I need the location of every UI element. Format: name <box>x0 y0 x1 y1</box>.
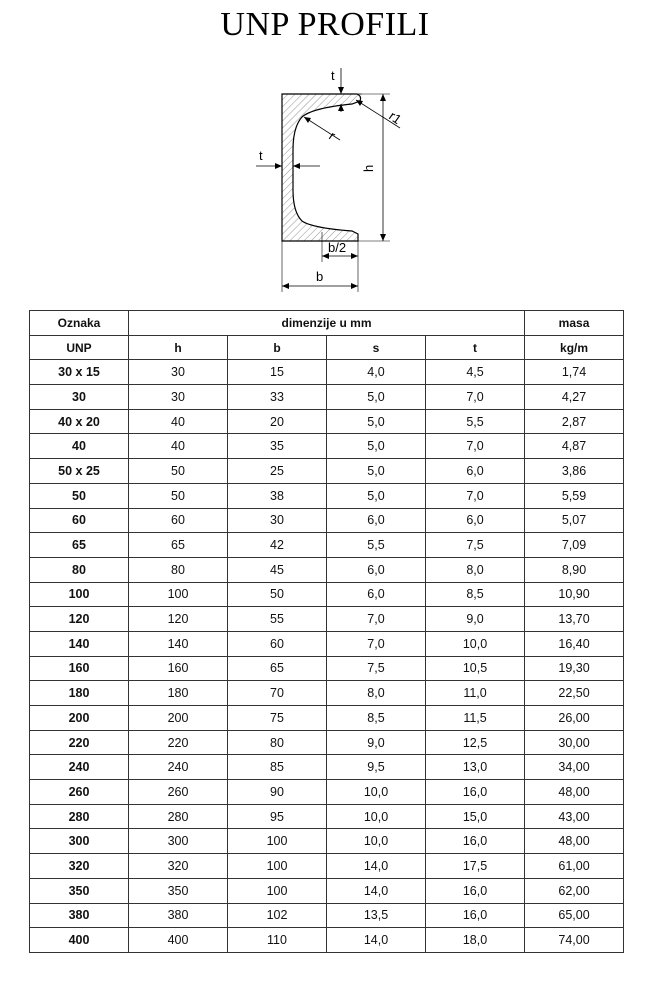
cell-s: 5,0 <box>327 409 426 434</box>
cell-t: 16,0 <box>426 878 525 903</box>
page-title: UNP PROFILI <box>220 6 430 43</box>
cell-s: 5,5 <box>327 533 426 558</box>
header-b: b <box>228 335 327 360</box>
table-row <box>30 434 624 459</box>
table-row <box>30 804 624 829</box>
cell-s: 8,0 <box>327 681 426 706</box>
unp-profile-table <box>29 310 624 953</box>
cell-h: 240 <box>129 755 228 780</box>
table-row <box>30 360 624 385</box>
cell-t: 13,0 <box>426 755 525 780</box>
cell-s: 7,0 <box>327 607 426 632</box>
cell-b: 80 <box>228 730 327 755</box>
header-h: h <box>129 335 228 360</box>
cell-designation: 160 <box>30 656 129 681</box>
cell-t: 10,0 <box>426 631 525 656</box>
cell-b: 65 <box>228 656 327 681</box>
cell-designation: 65 <box>30 533 129 558</box>
cell-b: 110 <box>228 928 327 953</box>
table-subheader-row <box>30 335 624 360</box>
table-row <box>30 829 624 854</box>
cell-mass: 13,70 <box>525 607 624 632</box>
cell-h: 320 <box>129 854 228 879</box>
cell-b: 50 <box>228 582 327 607</box>
table-row <box>30 582 624 607</box>
cell-mass: 4,27 <box>525 385 624 410</box>
cell-h: 300 <box>129 829 228 854</box>
cell-mass: 22,50 <box>525 681 624 706</box>
cell-mass: 4,87 <box>525 434 624 459</box>
cell-mass: 62,00 <box>525 878 624 903</box>
cell-h: 200 <box>129 706 228 731</box>
cell-h: 140 <box>129 631 228 656</box>
cell-s: 7,5 <box>327 656 426 681</box>
cell-h: 180 <box>129 681 228 706</box>
table-row <box>30 631 624 656</box>
cell-h: 50 <box>129 459 228 484</box>
cell-mass: 30,00 <box>525 730 624 755</box>
cell-b: 25 <box>228 459 327 484</box>
cell-designation: 50 <box>30 483 129 508</box>
cell-t: 18,0 <box>426 928 525 953</box>
table-row <box>30 459 624 484</box>
cell-h: 350 <box>129 878 228 903</box>
label-t-top: t <box>331 68 335 83</box>
cell-mass: 3,86 <box>525 459 624 484</box>
table-row <box>30 928 624 953</box>
cell-b: 100 <box>228 854 327 879</box>
cell-t: 4,5 <box>426 360 525 385</box>
cell-b: 38 <box>228 483 327 508</box>
cell-b: 90 <box>228 780 327 805</box>
cell-b: 30 <box>228 508 327 533</box>
cell-designation: 300 <box>30 829 129 854</box>
cell-designation: 280 <box>30 804 129 829</box>
table-row <box>30 706 624 731</box>
header-unit: kg/m <box>525 335 624 360</box>
cell-s: 10,0 <box>327 804 426 829</box>
cell-designation: 50 x 25 <box>30 459 129 484</box>
header-t: t <box>426 335 525 360</box>
cell-b: 102 <box>228 903 327 928</box>
table-row <box>30 557 624 582</box>
cell-mass: 19,30 <box>525 656 624 681</box>
cell-mass: 5,07 <box>525 508 624 533</box>
cell-b: 100 <box>228 878 327 903</box>
cell-s: 8,5 <box>327 706 426 731</box>
header-unp: UNP <box>30 335 129 360</box>
cell-b: 35 <box>228 434 327 459</box>
cell-mass: 48,00 <box>525 780 624 805</box>
label-h: h <box>361 164 376 172</box>
cell-designation: 350 <box>30 878 129 903</box>
header-oznaka: Oznaka <box>30 311 129 336</box>
table-row <box>30 409 624 434</box>
cell-s: 10,0 <box>327 780 426 805</box>
cell-mass: 74,00 <box>525 928 624 953</box>
cell-t: 5,5 <box>426 409 525 434</box>
cell-h: 400 <box>129 928 228 953</box>
cell-h: 280 <box>129 804 228 829</box>
cell-s: 5,0 <box>327 434 426 459</box>
cell-h: 40 <box>129 434 228 459</box>
cell-designation: 30 x 15 <box>30 360 129 385</box>
cell-designation: 260 <box>30 780 129 805</box>
cell-s: 5,0 <box>327 459 426 484</box>
header-dimenzije: dimenzije u mm <box>129 311 525 336</box>
cell-designation: 30 <box>30 385 129 410</box>
cell-s: 14,0 <box>327 928 426 953</box>
cell-s: 9,5 <box>327 755 426 780</box>
table-row <box>30 780 624 805</box>
cell-s: 4,0 <box>327 360 426 385</box>
cell-b: 42 <box>228 533 327 558</box>
cell-designation: 180 <box>30 681 129 706</box>
cell-t: 8,5 <box>426 582 525 607</box>
cell-h: 100 <box>129 582 228 607</box>
label-r1: r1 <box>386 108 405 128</box>
cell-mass: 34,00 <box>525 755 624 780</box>
label-t-web: t <box>259 148 263 163</box>
cell-h: 120 <box>129 607 228 632</box>
label-b-half: b/2 <box>328 240 347 255</box>
profile-drawing <box>0 60 650 300</box>
cell-designation: 40 x 20 <box>30 409 129 434</box>
cell-t: 16,0 <box>426 829 525 854</box>
cell-t: 12,5 <box>426 730 525 755</box>
cell-b: 85 <box>228 755 327 780</box>
cell-mass: 1,74 <box>525 360 624 385</box>
unp-profile-diagram <box>0 60 650 300</box>
cell-mass: 2,87 <box>525 409 624 434</box>
cell-h: 160 <box>129 656 228 681</box>
table-row <box>30 755 624 780</box>
cell-s: 6,0 <box>327 582 426 607</box>
cell-t: 11,5 <box>426 706 525 731</box>
label-b: b <box>316 269 324 284</box>
cell-s: 6,0 <box>327 557 426 582</box>
cell-designation: 200 <box>30 706 129 731</box>
cell-s: 9,0 <box>327 730 426 755</box>
cell-t: 7,0 <box>426 385 525 410</box>
header-masa: masa <box>525 311 624 336</box>
cell-h: 30 <box>129 360 228 385</box>
cell-s: 13,5 <box>327 903 426 928</box>
cell-designation: 240 <box>30 755 129 780</box>
cell-designation: 380 <box>30 903 129 928</box>
cell-b: 60 <box>228 631 327 656</box>
cell-designation: 100 <box>30 582 129 607</box>
cell-designation: 400 <box>30 928 129 953</box>
cell-b: 15 <box>228 360 327 385</box>
cell-designation: 80 <box>30 557 129 582</box>
cell-t: 16,0 <box>426 780 525 805</box>
cell-b: 95 <box>228 804 327 829</box>
cell-designation: 120 <box>30 607 129 632</box>
cell-t: 9,0 <box>426 607 525 632</box>
cell-designation: 220 <box>30 730 129 755</box>
cell-designation: 40 <box>30 434 129 459</box>
table-row <box>30 385 624 410</box>
cell-s: 7,0 <box>327 631 426 656</box>
cell-mass: 10,90 <box>525 582 624 607</box>
cell-b: 20 <box>228 409 327 434</box>
cell-mass: 7,09 <box>525 533 624 558</box>
cell-b: 45 <box>228 557 327 582</box>
table-row <box>30 533 624 558</box>
label-r: r <box>326 128 339 143</box>
cell-h: 80 <box>129 557 228 582</box>
cell-h: 30 <box>129 385 228 410</box>
cell-designation: 320 <box>30 854 129 879</box>
cell-h: 40 <box>129 409 228 434</box>
cell-t: 11,0 <box>426 681 525 706</box>
cell-h: 60 <box>129 508 228 533</box>
table-header-row <box>30 311 624 336</box>
cell-t: 7,0 <box>426 434 525 459</box>
cell-t: 16,0 <box>426 903 525 928</box>
cell-mass: 43,00 <box>525 804 624 829</box>
cell-mass: 61,00 <box>525 854 624 879</box>
table-row <box>30 483 624 508</box>
table-row <box>30 508 624 533</box>
cell-t: 8,0 <box>426 557 525 582</box>
cell-b: 70 <box>228 681 327 706</box>
table-row <box>30 903 624 928</box>
cell-b: 55 <box>228 607 327 632</box>
cell-s: 14,0 <box>327 854 426 879</box>
table-row <box>30 730 624 755</box>
table-row <box>30 854 624 879</box>
table-row <box>30 878 624 903</box>
cell-s: 14,0 <box>327 878 426 903</box>
cell-t: 15,0 <box>426 804 525 829</box>
cell-mass: 65,00 <box>525 903 624 928</box>
cell-designation: 140 <box>30 631 129 656</box>
cell-t: 6,0 <box>426 508 525 533</box>
cell-t: 6,0 <box>426 459 525 484</box>
cell-t: 10,5 <box>426 656 525 681</box>
cell-t: 7,0 <box>426 483 525 508</box>
table-row <box>30 656 624 681</box>
cell-b: 75 <box>228 706 327 731</box>
channel-section <box>282 94 361 241</box>
cell-h: 380 <box>129 903 228 928</box>
cell-s: 5,0 <box>327 385 426 410</box>
cell-s: 10,0 <box>327 829 426 854</box>
cell-b: 33 <box>228 385 327 410</box>
cell-mass: 8,90 <box>525 557 624 582</box>
cell-h: 50 <box>129 483 228 508</box>
cell-mass: 16,40 <box>525 631 624 656</box>
cell-mass: 48,00 <box>525 829 624 854</box>
cell-t: 7,5 <box>426 533 525 558</box>
cell-mass: 5,59 <box>525 483 624 508</box>
table-row <box>30 681 624 706</box>
cell-h: 220 <box>129 730 228 755</box>
cell-s: 6,0 <box>327 508 426 533</box>
cell-b: 100 <box>228 829 327 854</box>
cell-h: 260 <box>129 780 228 805</box>
header-s: s <box>327 335 426 360</box>
cell-t: 17,5 <box>426 854 525 879</box>
cell-designation: 60 <box>30 508 129 533</box>
table-row <box>30 607 624 632</box>
cell-mass: 26,00 <box>525 706 624 731</box>
cell-s: 5,0 <box>327 483 426 508</box>
cell-h: 65 <box>129 533 228 558</box>
